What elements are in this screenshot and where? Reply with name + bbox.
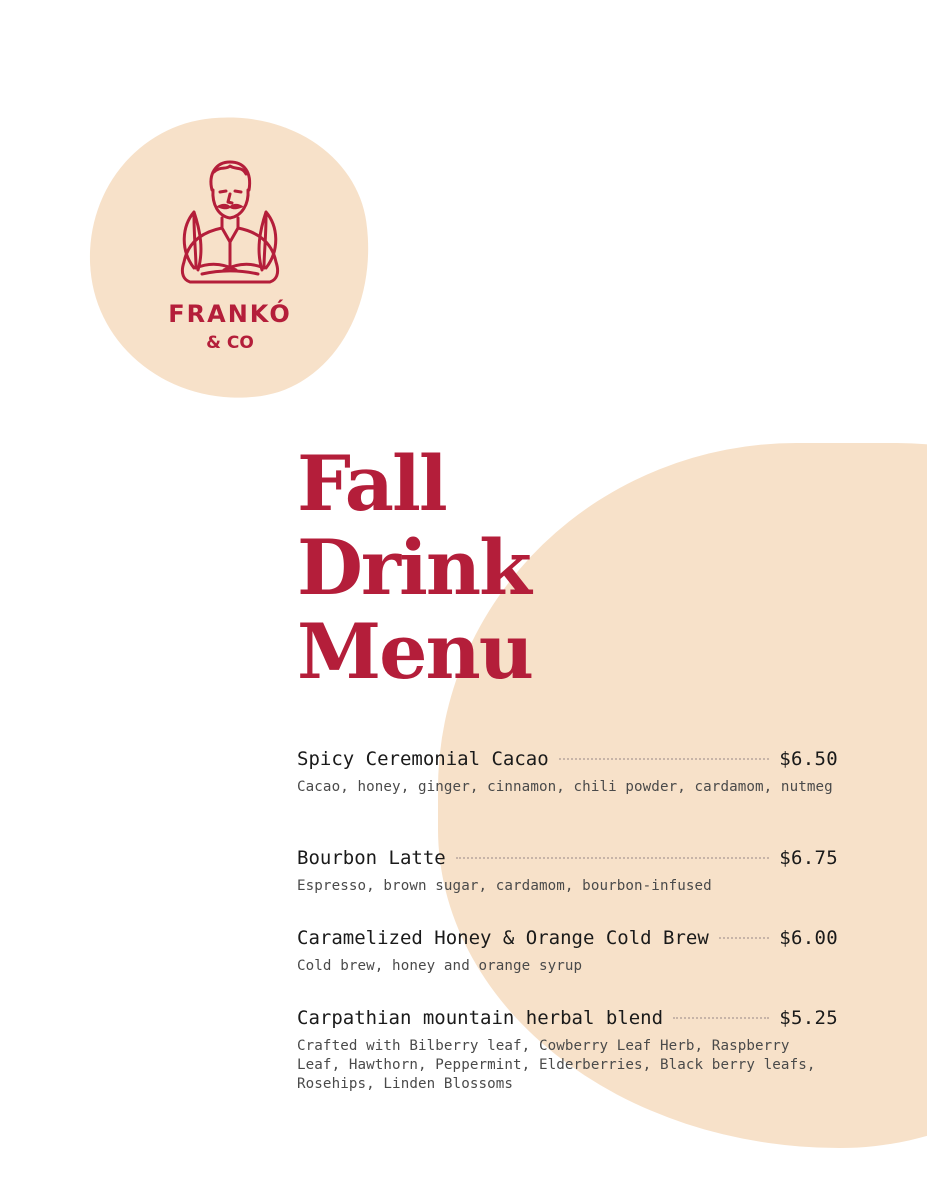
menu-item <box>297 1005 838 1094</box>
title-line-2: Drink <box>297 523 530 612</box>
menu-item <box>297 925 838 1005</box>
menu-item-row <box>297 746 838 772</box>
brand-logo <box>150 150 310 360</box>
dotted-leader <box>456 857 770 859</box>
page-title <box>297 439 532 696</box>
menu-item-row <box>297 845 838 871</box>
menu-item-price: $6.75 <box>779 847 838 869</box>
menu-item <box>297 746 838 845</box>
brand-sub: & CO <box>206 333 254 353</box>
menu-item-description: Crafted with Bilberry leaf, Cowberry Leaf Herb, Raspberry Leaf, Hawthorn, Peppermint, Elderberries, Black berry leafs, Rosehips, Linden Blossoms <box>297 1038 816 1092</box>
menu-item-description: Cacao, honey, ginger, cinnamon, chili powder, cardamom, nutmeg <box>297 779 833 795</box>
menu-list <box>297 746 838 1094</box>
dotted-leader <box>719 937 769 939</box>
dotted-leader <box>559 758 770 760</box>
dotted-leader <box>673 1017 769 1019</box>
brand-name: FRANKÓ <box>168 300 292 328</box>
menu-item-row <box>297 1005 838 1031</box>
title-line-1: Fall <box>297 439 446 528</box>
mustached-man-logo-icon <box>150 150 310 360</box>
menu-item-name: Spicy Ceremonial Cacao <box>297 748 549 770</box>
menu-item-name: Bourbon Latte <box>297 847 446 869</box>
title-line-3: Menu <box>297 607 532 696</box>
menu-item <box>297 845 838 925</box>
menu-item-price: $6.50 <box>779 748 838 770</box>
menu-item-description: Espresso, brown sugar, cardamom, bourbon-infused <box>297 878 712 894</box>
menu-item-name: Carpathian mountain herbal blend <box>297 1007 664 1029</box>
menu-item-name: Caramelized Honey & Orange Cold Brew <box>297 927 709 949</box>
menu-item-row <box>297 925 838 951</box>
menu-item-price: $5.25 <box>779 1007 838 1029</box>
menu-item-description: Cold brew, honey and orange syrup <box>297 958 583 974</box>
menu-item-price: $6.00 <box>779 927 838 949</box>
